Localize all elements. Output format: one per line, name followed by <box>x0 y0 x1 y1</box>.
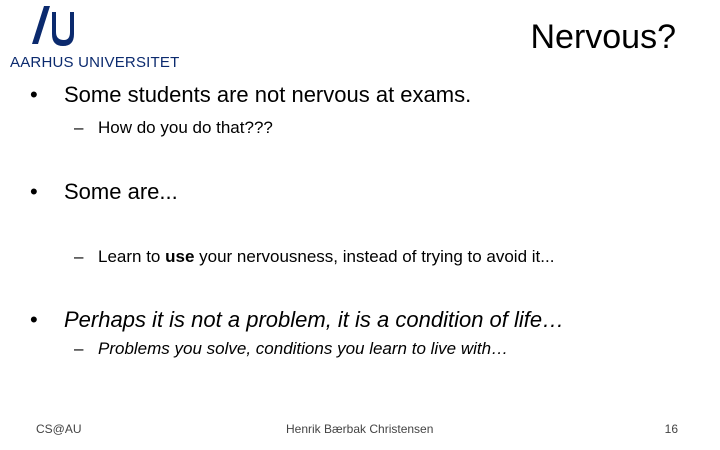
bullet-1 <box>30 82 471 108</box>
dash-marker: – <box>74 339 84 358</box>
sub-bullet-1 <box>74 118 273 138</box>
sub-bullet-3-text: Problems you solve, conditions you learn to live with… <box>98 339 509 358</box>
bullet-1-text: Some students are not nervous at exams. <box>64 82 472 107</box>
sub-bullet-2 <box>74 247 554 267</box>
aarhus-university-logo <box>8 4 178 72</box>
page-number: 16 <box>664 422 678 436</box>
sub-bullet-1-text: How do you do that??? <box>98 118 273 137</box>
bullet-marker: • <box>30 82 38 107</box>
dash-marker: – <box>74 247 84 266</box>
sub-bullet-2-text-emphasis: use <box>165 247 195 266</box>
slide-title: Nervous? <box>530 18 676 56</box>
dash-marker: – <box>74 118 84 137</box>
sub-bullet-3 <box>74 339 508 359</box>
sub-bullet-2-text-pre: Learn to <box>98 247 166 266</box>
bullet-marker: • <box>30 179 38 204</box>
bullet-3 <box>30 307 564 333</box>
sub-bullet-2-text-post: your nervousness, instead of trying to avoid it... <box>194 247 555 266</box>
footer-author: Henrik Bærbak Christensen <box>286 422 434 436</box>
bullet-2-text: Some are... <box>64 179 178 204</box>
bullet-3-text: Perhaps it is not a problem, it is a condition of life… <box>64 307 565 332</box>
bullet-marker: • <box>30 307 38 332</box>
logo-text: AARHUS UNIVERSITET <box>10 54 180 71</box>
aarhus-university-logo-mark-icon <box>30 4 74 50</box>
footer-left: CS@AU <box>36 422 82 436</box>
bullet-2 <box>30 179 178 205</box>
